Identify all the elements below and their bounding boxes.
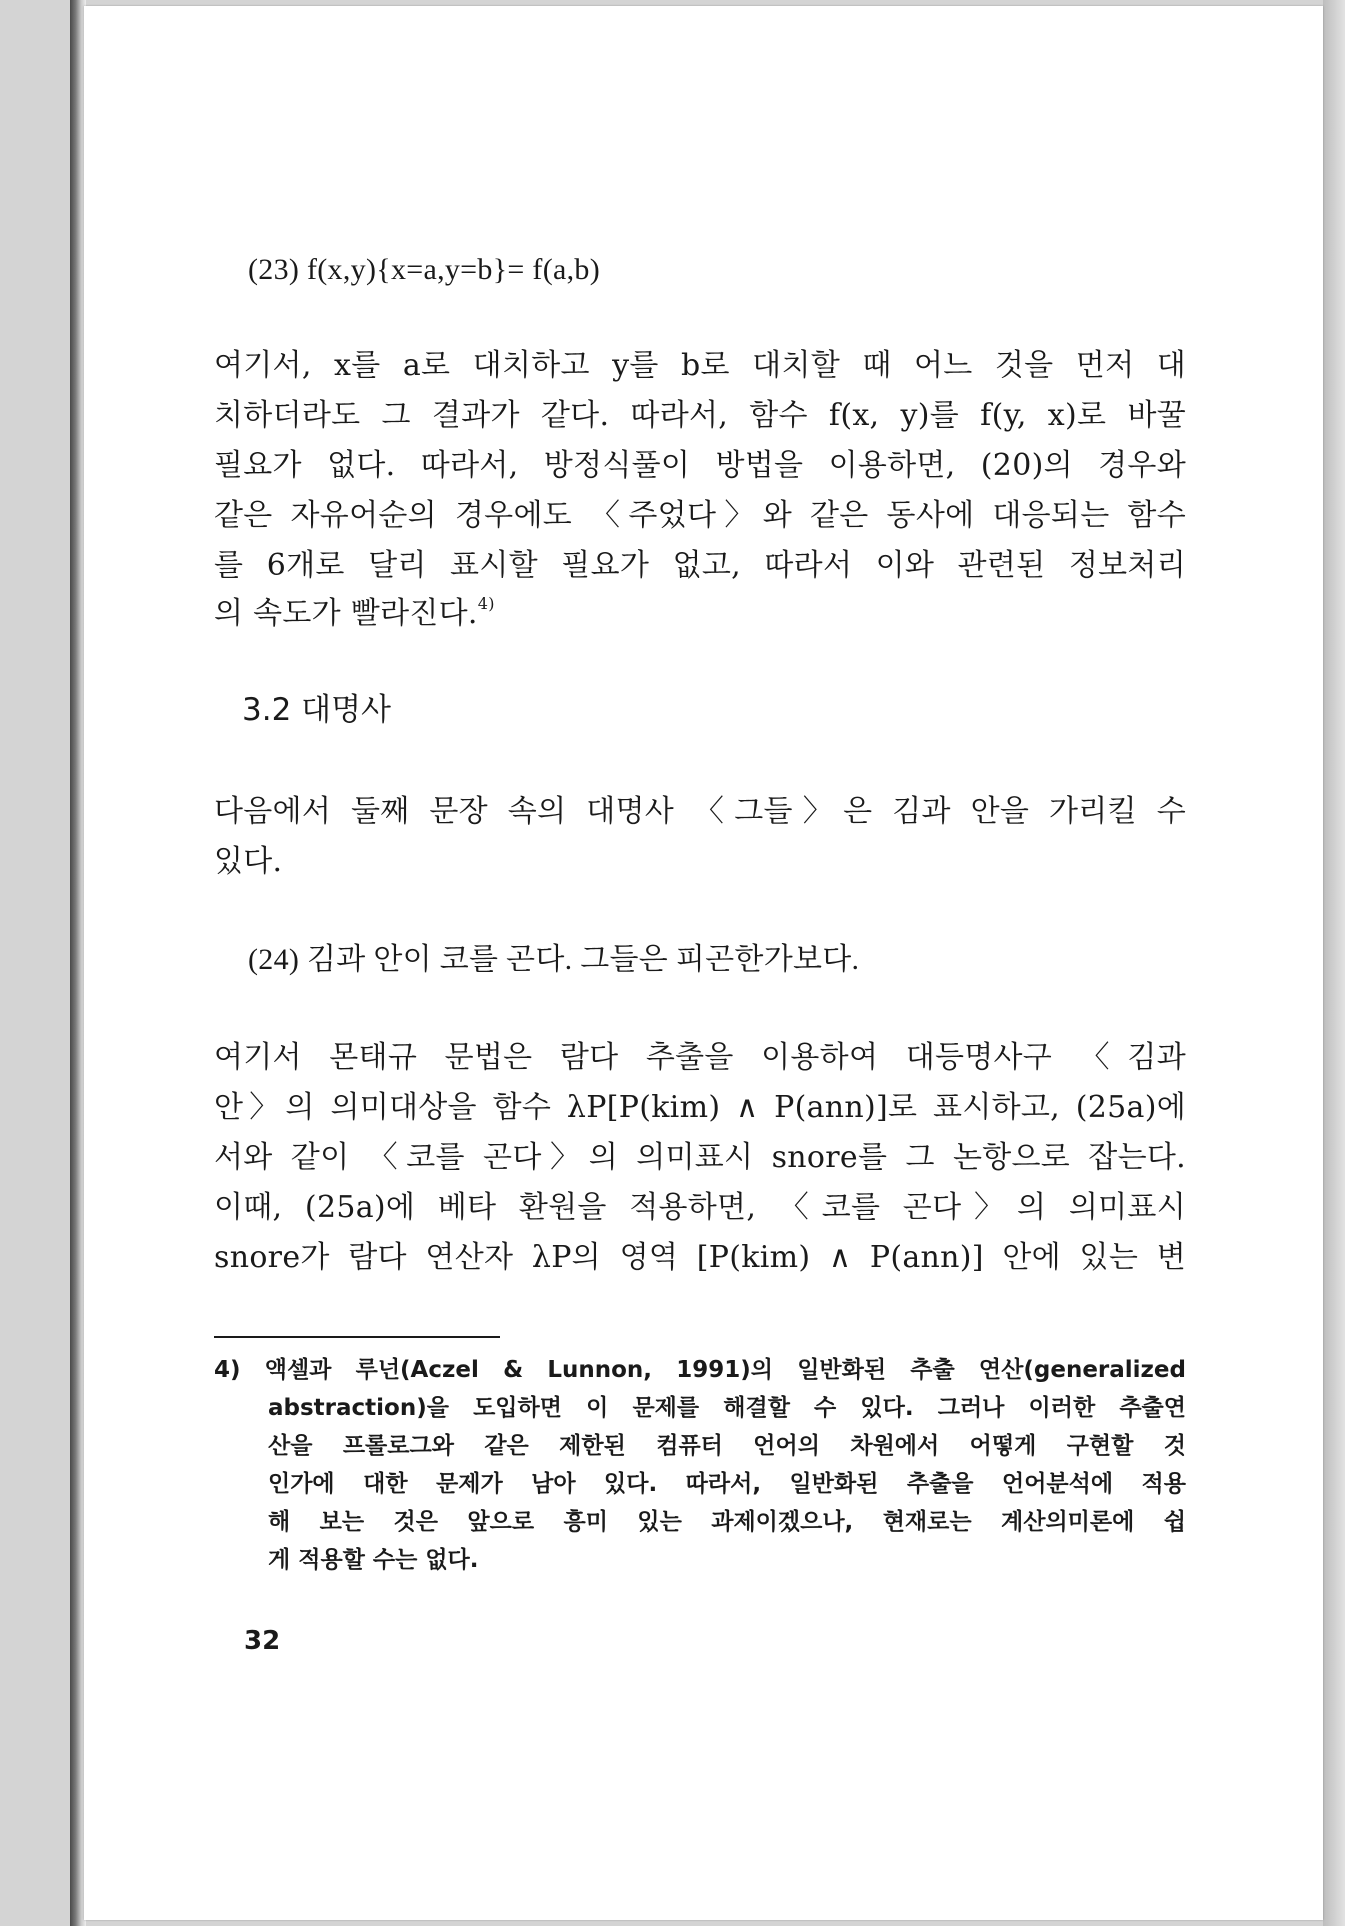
footnote-line-6: 게 적용할 수는 없다.: [268, 1547, 479, 1573]
footnote-line-1: 4) 액셀과 루넌(Aczel & Lunnon, 1991)의 일반화된 추출 연산(generalized: [214, 1357, 1186, 1383]
footnote-line-3: 산을 프롤로그와 같은 제한된 컴퓨터 언어의 차원에서 어떻게 구현할 것: [268, 1433, 1186, 1459]
paragraph-1-last-text: 의 속도가 빨라진다.: [214, 596, 478, 631]
footnote-line-4: 인가에 대한 문제가 남아 있다. 따라서, 일반화된 추출을 언어분석에 적용: [268, 1471, 1186, 1497]
paragraph-1-line-5: 를 6개로 달리 표시할 필요가 없고, 따라서 이와 관련된 정보처리: [214, 548, 1186, 583]
paragraph-3-line-5: snore가 람다 연산자 λP의 영역 [P(kim) ∧ P(ann)] 안에 있는 변: [214, 1240, 1186, 1275]
paragraph-1-line-2: 치하더라도 그 결과가 같다. 따라서, 함수 f(x, y)를 f(y, x)로 바꿀: [214, 398, 1186, 433]
page-number: 32: [244, 1626, 281, 1656]
paragraph-3-line-2: 안〉의 의미대상을 함수 λP[P(kim) ∧ P(ann)]로 표시하고, (25a)에: [214, 1090, 1186, 1125]
paragraph-1-line-3: 필요가 없다. 따라서, 방정식풀이 방법을 이용하면, (20)의 경우와: [214, 448, 1186, 483]
footnote-line-5: 해 보는 것은 앞으로 흥미 있는 과제이겠으나, 현재로는 계산의미론에 쉽: [268, 1509, 1186, 1535]
paragraph-3-line-4: 이때, (25a)에 베타 환원을 적용하면, 〈코를 곤다〉의 의미표시: [214, 1190, 1186, 1225]
footnote-marker: 4): [477, 594, 495, 613]
paragraph-3-line-3: 서와 같이 〈코를 곤다〉의 의미표시 snore를 그 논항으로 잡는다.: [214, 1140, 1186, 1175]
equation-23: (23) f(x,y){x=a,y=b}= f(a,b): [248, 253, 601, 286]
scan-right-edge: [1323, 0, 1345, 1926]
paragraph-2-line-2: 있다.: [214, 844, 283, 879]
paragraph-2-line-1: 다음에서 둘째 문장 속의 대명사 〈그들〉은 김과 안을 가리킬 수: [214, 794, 1186, 829]
paragraph-1-line-1: 여기서, x를 a로 대치하고 y를 b로 대치할 때 어느 것을 먼저 대: [214, 348, 1186, 383]
paragraph-1-line-4: 같은 자유어순의 경우에도 〈주었다〉와 같은 동사에 대응되는 함수: [214, 498, 1186, 533]
paragraph-3-line-1: 여기서 몬태규 문법은 람다 추출을 이용하여 대등명사구 〈김과: [214, 1040, 1186, 1075]
example-24: (24) 김과 안이 코를 곤다. 그들은 피곤한가보다.: [248, 943, 860, 976]
footnote-divider: [214, 1336, 500, 1338]
footnote-line-2: abstraction)을 도입하면 이 문제를 해결할 수 있다. 그러나 이러한 추출연: [268, 1395, 1186, 1421]
section-heading: 3.2 대명사: [242, 692, 391, 728]
paragraph-1-line-6: [214, 594, 1186, 634]
